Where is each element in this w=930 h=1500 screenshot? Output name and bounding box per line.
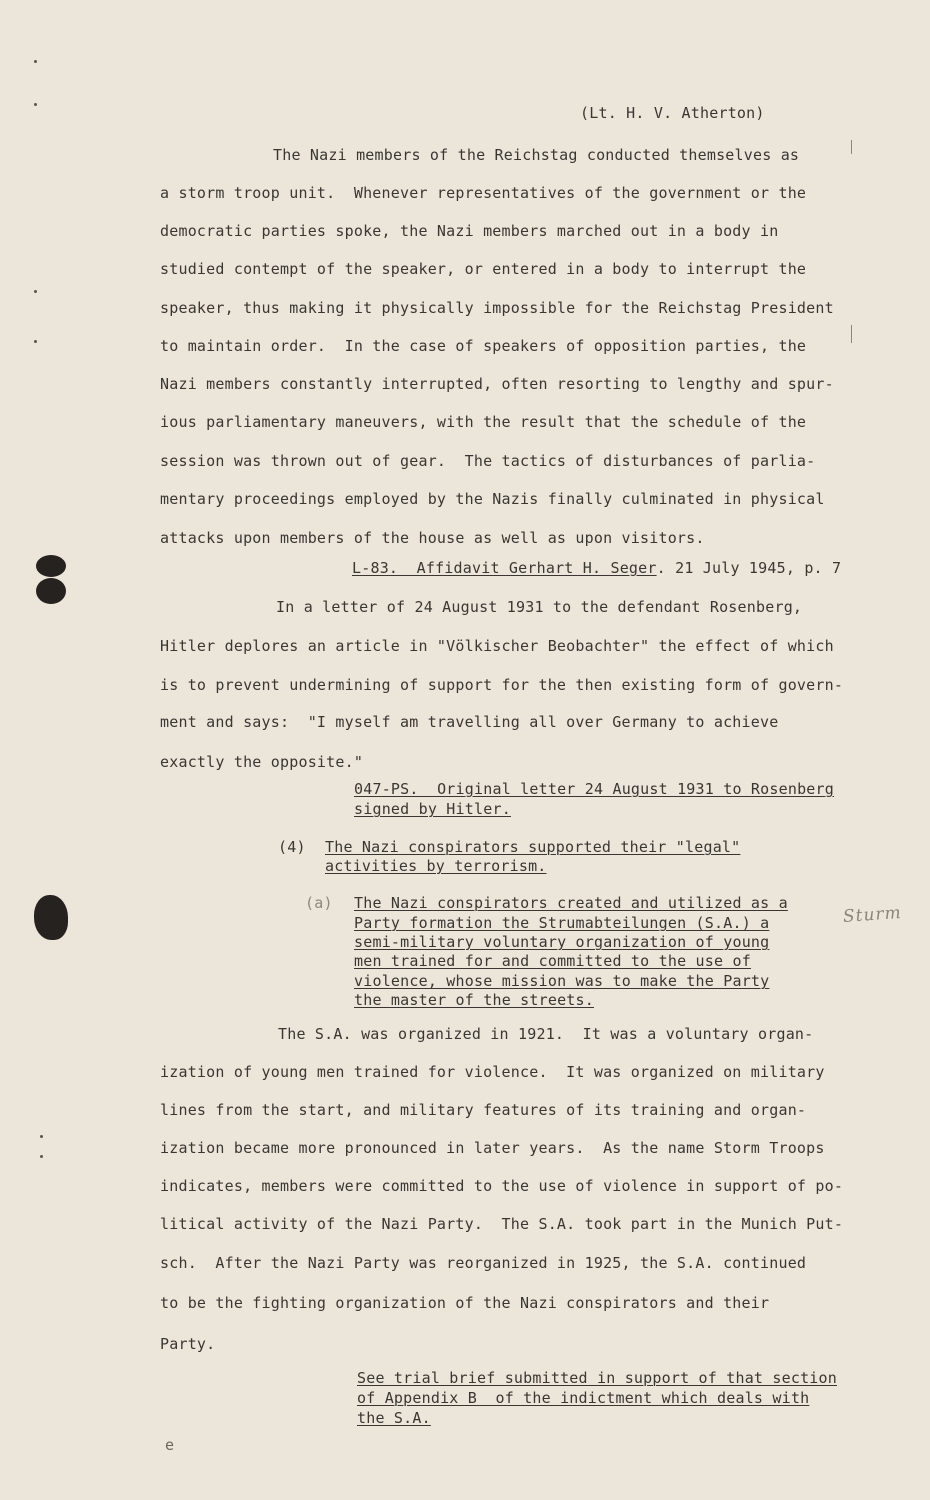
subsection-heading: Party formation the Strumabteilungen (S.A.) a [354,914,770,932]
paragraph-line: ment and says: "I myself am travelling all over Germany to achieve [160,713,779,731]
margin-mark [851,140,852,154]
citation-trial-brief: the S.A. [357,1409,431,1427]
paragraph-line: lines from the start, and military features of its training and organ- [160,1101,807,1119]
subsection-heading: men trained for and committed to the use of [354,952,751,970]
footer-mark: e [165,1436,175,1454]
subsection-letter: (a) [305,894,333,912]
paragraph-line: Hitler deplores an article in "Völkischer Beobachter" the effect of which [160,637,834,655]
speck [34,60,37,63]
paragraph-line: exactly the opposite." [160,753,364,771]
citation-letter: 047-PS. Original letter 24 August 1931 to Rosenberg [354,780,834,798]
citation-affidavit-ref: L-83. Affidavit Gerhart H. Seger [352,559,657,577]
speck [34,340,37,343]
paragraph-line: studied contempt of the speaker, or entered in a body to interrupt the [160,260,807,278]
speck [40,1135,43,1138]
paragraph-line: indicates, members were committed to the use of violence in support of po- [160,1177,844,1195]
paragraph-line: to maintain order. In the case of speakers of opposition parties, the [160,337,807,355]
punch-hole-bottom [34,895,68,940]
section-heading: The Nazi conspirators supported their "legal" [325,838,741,856]
paragraph-line: sch. After the Nazi Party was reorganized in 1925, the S.A. continued [160,1254,807,1272]
speck [40,1155,43,1158]
section-number: (4) [278,838,306,856]
subsection-heading: the master of the streets. [354,991,594,1009]
subsection-heading: The Nazi conspirators created and utilized as a [354,894,788,912]
speck [34,103,37,106]
paragraph-line: mentary proceedings employed by the Nazis finally culminated in physical [160,490,825,508]
citation-trial-brief: See trial brief submitted in support of that section [357,1369,837,1387]
paragraph-line: session was thrown out of gear. The tactics of disturbances of parlia- [160,452,816,470]
subsection-heading: semi-military voluntary organization of young [354,933,770,951]
paragraph-line: ious parliamentary maneuvers, with the result that the schedule of the [160,413,807,431]
paragraph-line: The Nazi members of the Reichstag conducted themselves as [273,146,800,164]
paragraph-line: democratic parties spoke, the Nazi members marched out in a body in [160,222,779,240]
paragraph-line: a storm troop unit. Whenever representatives of the government or the [160,184,807,202]
citation-affidavit-date: . 21 July 1945, p. 7 [656,559,842,577]
section-heading: activities by terrorism. [325,857,547,875]
paragraph-line: The S.A. was organized in 1921. It was a voluntary organ- [278,1025,814,1043]
paragraph-line: litical activity of the Nazi Party. The S.A. took part in the Munich Put- [160,1215,844,1233]
paragraph-line: speaker, thus making it physically impossible for the Reichstag President [160,299,834,317]
paragraph-line: attacks upon members of the house as well as upon visitors. [160,529,705,547]
paragraph-line: ization of young men trained for violence. It was organized on military [160,1063,825,1081]
subsection-heading: violence, whose mission was to make the Party [354,972,770,990]
margin-mark [851,325,852,343]
citation-trial-brief: of Appendix B of the indictment which deals with [357,1389,810,1407]
handwritten-margin-note: Sturm [842,902,903,928]
speck [34,290,37,293]
punch-hole-top [36,555,66,577]
paragraph-line: is to prevent undermining of support for the then existing form of govern- [160,676,844,694]
paragraph-line: to be the fighting organization of the Nazi conspirators and their [160,1294,770,1312]
paragraph-line: Nazi members constantly interrupted, often resorting to lengthy and spur- [160,375,834,393]
speaker-header: (Lt. H. V. Atherton) [580,104,765,122]
paragraph-line: Party. [160,1335,216,1353]
paragraph-line: In a letter of 24 August 1931 to the defendant Rosenberg, [276,598,803,616]
citation-letter: signed by Hitler. [354,800,511,818]
citation-affidavit [352,559,841,577]
paragraph-line: ization became more pronounced in later years. As the name Storm Troops [160,1139,825,1157]
punch-hole-top-lower [36,578,66,604]
